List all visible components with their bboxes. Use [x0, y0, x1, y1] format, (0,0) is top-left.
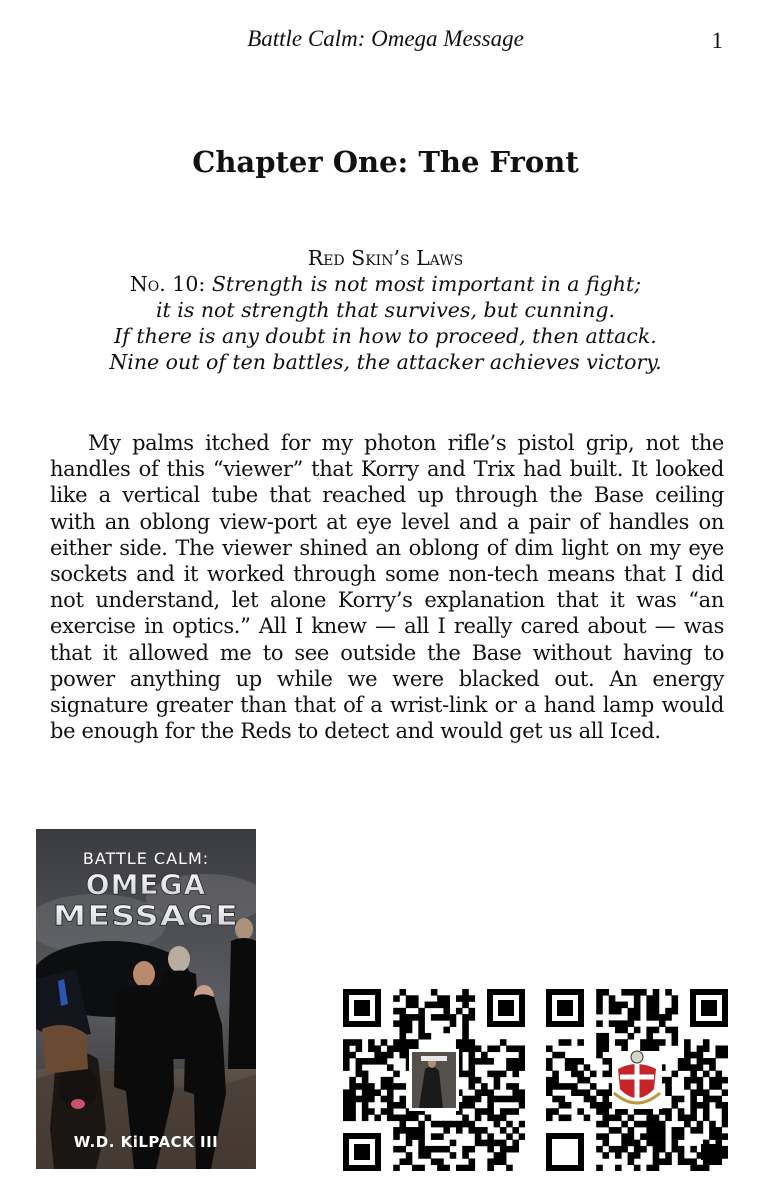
qr-code-left-svg [343, 989, 525, 1171]
epigraph-number-label: No. 10: [129, 272, 206, 296]
epigraph-line-4: Nine out of ten battles, the attacker achieves victory. [109, 350, 662, 374]
qr-code-cover-icon [343, 989, 525, 1171]
epigraph-line-2: it is not strength that survives, but cunning. [155, 298, 616, 322]
body-paragraph: My palms itched for my photon rifle’s pistol grip, not the handles of this “viewer” that Korry and Trix had built. It looked like a vertical tube that reached up through the Base ceiling with an oblong view-port at eye level and a pair of handles on either side. The viewer shined an oblong of dim light on my eye sockets and it worked through some non-tech means that I did not understand, let alone Korry’s explanation that it was “an exercise in optics.” All I knew — all I really cared about — was that it allowed me to see outside the Base without having to power anything up while we were blacked out. An energy signature greater than that of a wrist-link or a hand lamp would be enough for the Reds to detect and would get us all Iced. [50, 431, 724, 744]
cover-title-line2: MESSAGE [53, 899, 240, 932]
book-cover-image [36, 829, 256, 1169]
epigraph-line-1 [0, 271, 771, 297]
book-cover-art [36, 829, 256, 1169]
epigraph-heading: Red Skin’s Laws [307, 246, 464, 270]
page-number: 1 [711, 28, 723, 53]
epigraph-line-3: If there is any doubt in how to proceed, then attack. [114, 324, 657, 348]
epigraph-line-text: Strength is not most important in a fight; [211, 272, 642, 296]
qr-code-crest-icon [546, 989, 728, 1171]
running-head-title: Battle Calm: Omega Message [247, 26, 524, 51]
cover-series-text: BATTLE CALM: [82, 849, 210, 868]
chapter-title: Chapter One: The Front [192, 145, 579, 179]
qr-code-right-svg [546, 989, 728, 1171]
epigraph [0, 245, 771, 375]
cover-author-text: W.D. KiLPACK III [73, 1133, 219, 1151]
cover-title-line1: OMEGA [85, 868, 207, 901]
